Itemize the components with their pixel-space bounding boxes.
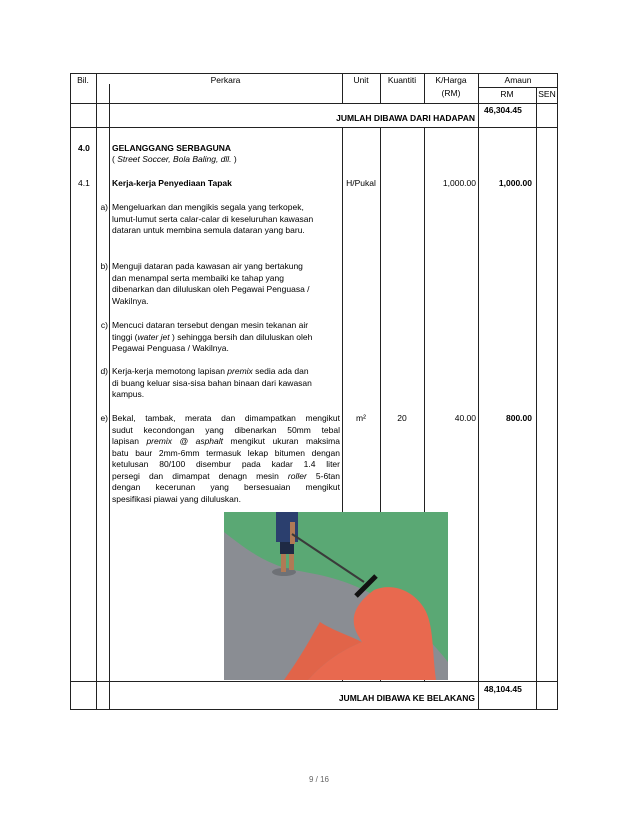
table-border-left [70, 73, 71, 710]
carried-from-amount: 46,304.45 [484, 105, 522, 115]
header-amaun: Amaun [504, 75, 532, 85]
subitem-d-text [112, 366, 340, 401]
subitem-e-rate: 40.00 [454, 413, 476, 423]
person-leg-right [289, 554, 294, 570]
amaun-header-divider [478, 87, 558, 88]
subitem-a-text [112, 202, 340, 237]
subitem-e-line: batu baur 2mm-6mm termasuk lekap bitumen dengan [112, 447, 340, 458]
section-subtitle: ( Street Soccer, Bola Baling, dll. ) [112, 154, 237, 164]
person-leg-left [281, 554, 286, 572]
subitem-c-line: Pegawai Penguasa / Wakilnya. [112, 343, 229, 353]
column-divider-kharga [478, 73, 479, 710]
subitem-d-label: d) [100, 366, 108, 376]
section-number: 4.0 [78, 143, 90, 153]
subitem-e-amount: 800.00 [506, 413, 532, 423]
subitem-c-line: tinggi (water jet ) sehingga bersih dan diluluskan oleh [112, 331, 313, 342]
column-divider-rm [536, 87, 537, 710]
subitem-a-line: Mengeluarkan dan mengikis segala yang terkopek, [112, 202, 304, 212]
subitem-b-line: dibenarkan dan diluluskan oleh Pegawai Penguasa / [112, 284, 310, 294]
item-title: Kerja-kerja Penyediaan Tapak [112, 178, 232, 188]
subitem-c-text [112, 320, 340, 355]
table-border-bottom [70, 709, 558, 710]
subitem-e-line: ketulusan 80/100 disembur pada kadar 1.4 liter [112, 459, 340, 469]
subitem-b-line: Menguji dataran pada kawasan air yang bertakung [112, 261, 303, 271]
subitem-e-quantity: 20 [397, 413, 407, 423]
carried-from-bottom-line [70, 127, 558, 128]
header-kharga: K/Harga [435, 75, 467, 85]
person-arm [290, 522, 295, 544]
item-amount: 1,000.00 [498, 178, 532, 188]
court-photo-graphic [224, 512, 448, 680]
table-border-right [557, 73, 558, 710]
header-perkara: Perkara [210, 75, 241, 85]
carried-from-label: JUMLAH DIBAWA DARI HADAPAN [336, 113, 475, 123]
carried-to-label: JUMLAH DIBAWA KE BELAKANG [338, 693, 475, 703]
subitem-e-text [112, 413, 340, 505]
subitem-c-label: c) [100, 320, 108, 330]
subitem-e-unit: m² [356, 413, 366, 423]
header-unit: Unit [353, 75, 369, 85]
subitem-e-line: persegi dan dimampat denagn mesin roller 5-6tan [112, 470, 340, 481]
subitem-e-line: Bekal, tambak, merata dan dimampatkan mengikut [112, 413, 340, 423]
court-resurfacing-photo [224, 512, 448, 680]
subitem-b-line: Wakilnya. [112, 295, 149, 306]
item-unit: H/Pukal [346, 178, 376, 188]
subitem-c-line: Mencuci dataran tersebut dengan mesin tekanan air [112, 320, 309, 330]
subitem-b-line: dan menampal serta membaiki ke tahap yang [112, 272, 284, 283]
header-kuantiti: Kuantiti [387, 75, 417, 85]
column-divider-bil [96, 73, 97, 710]
item-rate: 1,000.00 [442, 178, 476, 188]
subitem-e-line: dengan kecerunan yang bersesuaian mengikut [112, 482, 340, 492]
subitem-a-line: dataran untuk membina semula dataran yang baru. [112, 225, 305, 235]
subitem-e-line: spesifikasi piawai yang diluluskan. [112, 493, 241, 504]
subitem-d-line: kampus. [112, 389, 145, 399]
column-divider-sub [109, 84, 110, 710]
carried-to-amount: 48,104.45 [484, 684, 522, 694]
subitem-b-text [112, 261, 340, 307]
subitem-e-line: sudut kecondongan yang dibenarkan 50mm tebal [112, 424, 340, 435]
subitem-a-line: lumut-lumut serta calar-calar di keseluruhan kawasan [112, 213, 314, 224]
header-sen: SEN [538, 89, 556, 99]
subitem-e-line: lapisan premix @ asphalt mengikut ukuran maksima [112, 436, 340, 446]
section-title: GELANGGANG SERBAGUNA [112, 143, 232, 153]
carried-to-top-line [70, 681, 558, 682]
header-bil: Bil. [77, 75, 89, 85]
header-bottom-line [70, 103, 558, 104]
page-number: 9 / 16 [308, 775, 329, 784]
header-rm: RM [500, 89, 514, 99]
subitem-d-line: di buang keluar sisa-sisa bahan binaan dari kawasan [112, 377, 312, 388]
item-number: 4.1 [78, 178, 90, 188]
subitem-e-label: e) [100, 413, 108, 423]
subitem-a-label: a) [100, 202, 108, 212]
header-kharga-unit: (RM) [441, 88, 461, 98]
subitem-b-label: b) [100, 261, 108, 271]
table-border-top [70, 73, 558, 74]
subitem-d-line: Kerja-kerja memotong lapisan premix sedia ada dan [112, 366, 309, 376]
